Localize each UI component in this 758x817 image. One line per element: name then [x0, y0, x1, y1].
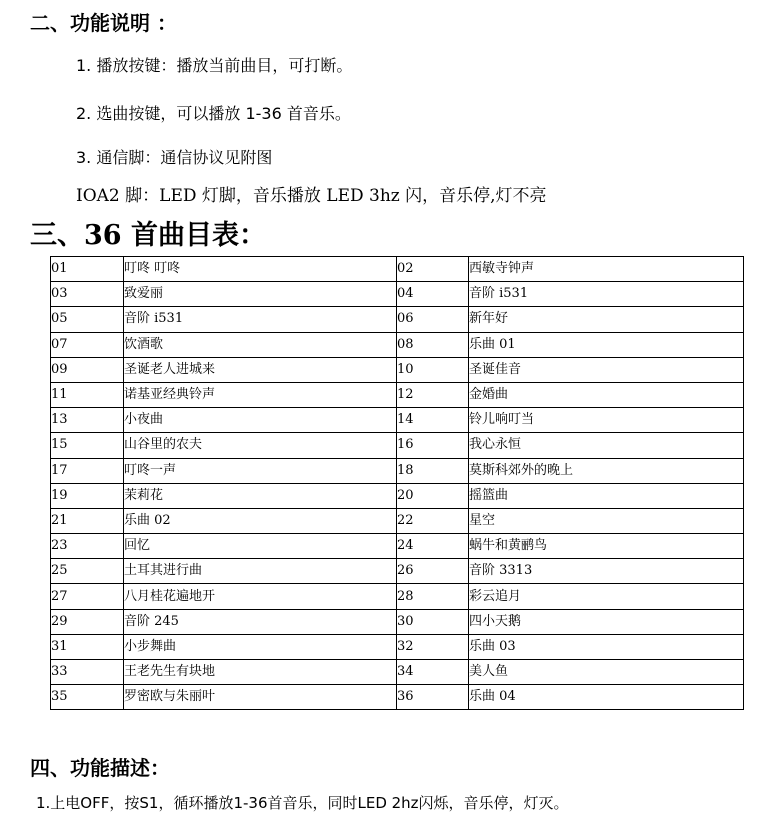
table-row [51, 282, 744, 307]
song-title: 土耳其进行曲 [124, 559, 397, 584]
song-title: 我心永恒 [469, 433, 744, 458]
section-3-heading: 三、36 首曲目表： [30, 220, 266, 251]
song-title: 莫斯科郊外的晚上 [469, 458, 744, 483]
table-row [51, 307, 744, 332]
table-row [51, 559, 744, 584]
table-row [51, 685, 744, 710]
song-title: 音阶 3313 [469, 559, 744, 584]
song-number: 36 [397, 685, 469, 710]
song-number: 18 [397, 458, 469, 483]
song-title: 圣诞老人进城来 [124, 357, 397, 382]
function-item-1: 1. 播放按键：播放当前曲目，可打断。 [76, 56, 353, 75]
section-2-heading: 二、功能说明 ： [30, 11, 177, 35]
song-title: 西敏寺钟声 [469, 257, 744, 282]
song-number: 25 [51, 559, 124, 584]
song-title: 新年好 [469, 307, 744, 332]
song-title: 铃儿响叮当 [469, 408, 744, 433]
song-number: 12 [397, 382, 469, 407]
song-number: 32 [397, 634, 469, 659]
song-title: 茉莉花 [124, 483, 397, 508]
table-row [51, 458, 744, 483]
song-title: 美人鱼 [469, 660, 744, 685]
song-title: 彩云追月 [469, 584, 744, 609]
song-number: 08 [397, 332, 469, 357]
song-number: 22 [397, 508, 469, 533]
song-number: 04 [397, 282, 469, 307]
table-row [51, 357, 744, 382]
table-row [51, 483, 744, 508]
song-number: 06 [397, 307, 469, 332]
song-title: 四小天鹅 [469, 609, 744, 634]
song-title: 回忆 [124, 534, 397, 559]
song-number: 09 [51, 357, 124, 382]
song-number: 20 [397, 483, 469, 508]
song-number: 30 [397, 609, 469, 634]
song-number: 19 [51, 483, 124, 508]
song-number: 07 [51, 332, 124, 357]
song-title: 乐曲 03 [469, 634, 744, 659]
table-row [51, 634, 744, 659]
song-number: 02 [397, 257, 469, 282]
song-title: 小步舞曲 [124, 634, 397, 659]
table-row [51, 584, 744, 609]
song-title: 王老先生有块地 [124, 660, 397, 685]
song-number: 01 [51, 257, 124, 282]
song-number: 31 [51, 634, 124, 659]
song-table [50, 256, 744, 710]
song-number: 11 [51, 382, 124, 407]
function-item-3: 3. 通信脚：通信协议见附图 [76, 148, 273, 167]
song-number: 29 [51, 609, 124, 634]
song-title: 音阶 245 [124, 609, 397, 634]
song-title: 致爱丽 [124, 282, 397, 307]
song-number: 15 [51, 433, 124, 458]
song-number: 21 [51, 508, 124, 533]
song-number: 35 [51, 685, 124, 710]
song-title: 蜗牛和黄鹂鸟 [469, 534, 744, 559]
song-title: 八月桂花遍地开 [124, 584, 397, 609]
song-number: 13 [51, 408, 124, 433]
song-title: 摇篮曲 [469, 483, 744, 508]
song-number: 24 [397, 534, 469, 559]
song-title: 星空 [469, 508, 744, 533]
song-title: 叮咚一声 [124, 458, 397, 483]
song-number: 16 [397, 433, 469, 458]
function-item-2: 2. 选曲按键，可以播放 1-36 首音乐。 [76, 104, 351, 123]
ioa2-description: IOA2 脚：LED 灯脚，音乐播放 LED 3hz 闪，音乐停,灯不亮 [76, 186, 547, 206]
song-number: 34 [397, 660, 469, 685]
song-number: 23 [51, 534, 124, 559]
song-title: 小夜曲 [124, 408, 397, 433]
song-title: 音阶 i531 [469, 282, 744, 307]
song-title: 圣诞佳音 [469, 357, 744, 382]
song-title: 乐曲 02 [124, 508, 397, 533]
table-row [51, 408, 744, 433]
song-number: 28 [397, 584, 469, 609]
song-title: 金婚曲 [469, 382, 744, 407]
section-4-heading: 四、功能描述： [30, 756, 170, 780]
song-title: 叮咚 叮咚 [124, 257, 397, 282]
table-row [51, 382, 744, 407]
song-number: 10 [397, 357, 469, 382]
song-title: 乐曲 04 [469, 685, 744, 710]
song-title: 罗密欧与朱丽叶 [124, 685, 397, 710]
table-row [51, 257, 744, 282]
table-row [51, 332, 744, 357]
song-number: 17 [51, 458, 124, 483]
song-title: 音阶 i531 [124, 307, 397, 332]
table-row [51, 609, 744, 634]
table-row [51, 433, 744, 458]
song-title: 乐曲 01 [469, 332, 744, 357]
song-number: 33 [51, 660, 124, 685]
table-row [51, 508, 744, 533]
song-number: 05 [51, 307, 124, 332]
song-number: 26 [397, 559, 469, 584]
function-description-1: 1.上电OFF，按S1，循环播放1-36首音乐，同时LED 2hz闪烁，音乐停，灯灭。 [36, 794, 569, 812]
table-row [51, 534, 744, 559]
song-number: 27 [51, 584, 124, 609]
song-number: 14 [397, 408, 469, 433]
song-number: 03 [51, 282, 124, 307]
song-title: 诺基亚经典铃声 [124, 382, 397, 407]
table-row [51, 660, 744, 685]
song-title: 饮酒歌 [124, 332, 397, 357]
song-title: 山谷里的农夫 [124, 433, 397, 458]
